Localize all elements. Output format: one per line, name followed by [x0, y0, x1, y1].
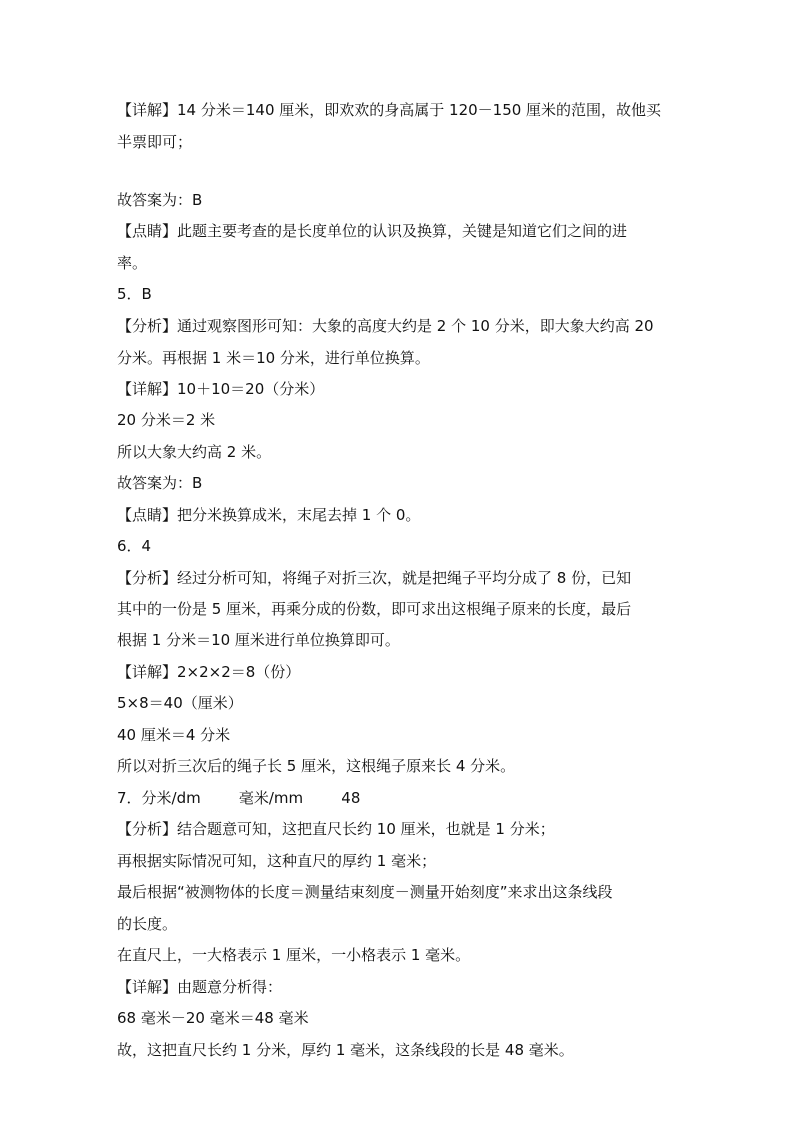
text-line: 根据 1 分米＝10 厘米进行单位换算即可。 — [117, 631, 400, 649]
text-line: 故，这把直尺长约 1 分米，厚约 1 毫米，这条线段的长是 48 毫米。 — [117, 1041, 574, 1059]
text-line: 【分析】经过分析可知，将绳子对折三次，就是把绳子平均分成了 8 份，已知 — [117, 569, 632, 587]
text-line: 5×8＝40（厘米） — [117, 694, 243, 712]
text-line: 其中的一份是 5 厘米，再乘分成的份数，即可求出这根绳子原来的长度，最后 — [117, 600, 632, 618]
text-line: 所以大象大约高 2 米。 — [117, 443, 272, 461]
text-line: 的长度。 — [117, 915, 178, 933]
text-line: 率。 — [117, 254, 148, 272]
text-line: 故答案为：B — [117, 191, 203, 209]
text-line: 【点睛】把分米换算成米，末尾去掉 1 个 0。 — [117, 506, 421, 524]
text-line: 故答案为：B — [117, 474, 203, 492]
text-line: 【详解】10＋10＝20（分米） — [117, 380, 325, 398]
text-line: 【分析】结合题意可知，这把直尺长约 10 厘米，也就是 1 分米； — [117, 820, 555, 838]
text-line: 5．B — [117, 285, 152, 303]
text-line: 【详解】2×2×2＝8（份） — [117, 663, 301, 681]
text-line: 半票即可； — [117, 133, 193, 151]
text-line: 【点睛】此题主要考查的是长度单位的认识及换算，关键是知道它们之间的进 — [117, 222, 628, 240]
text-line: 再根据实际情况可知，这种直尺的厚约 1 毫米； — [117, 852, 437, 870]
text-line: 7．分米/dm 毫米/mm 48 — [117, 789, 361, 807]
text-line: 分米。再根据 1 米＝10 分米，进行单位换算。 — [117, 349, 430, 367]
text-line: 【详解】14 分米＝140 厘米，即欢欢的身高属于 120－150 厘米的范围，故他买 — [117, 101, 662, 119]
text-line: 6．4 — [117, 537, 152, 555]
text-line: 所以对折三次后的绳子长 5 厘米，这根绳子原来长 4 分米。 — [117, 757, 516, 775]
text-line: 20 分米＝2 米 — [117, 411, 216, 429]
text-line: 【详解】由题意分析得： — [117, 978, 283, 996]
text-line: 最后根据“被测物体的长度＝测量结束刻度－测量开始刻度”来求出这条线段 — [117, 883, 613, 901]
text-line: 68 毫米－20 毫米＝48 毫米 — [117, 1009, 309, 1027]
text-line: 【分析】通过观察图形可知：大象的高度大约是 2 个 10 分米，即大象大约高 20 — [117, 317, 654, 335]
text-line: 40 厘米＝4 分米 — [117, 726, 231, 744]
text-line: 在直尺上，一大格表示 1 厘米，一小格表示 1 毫米。 — [117, 946, 471, 964]
